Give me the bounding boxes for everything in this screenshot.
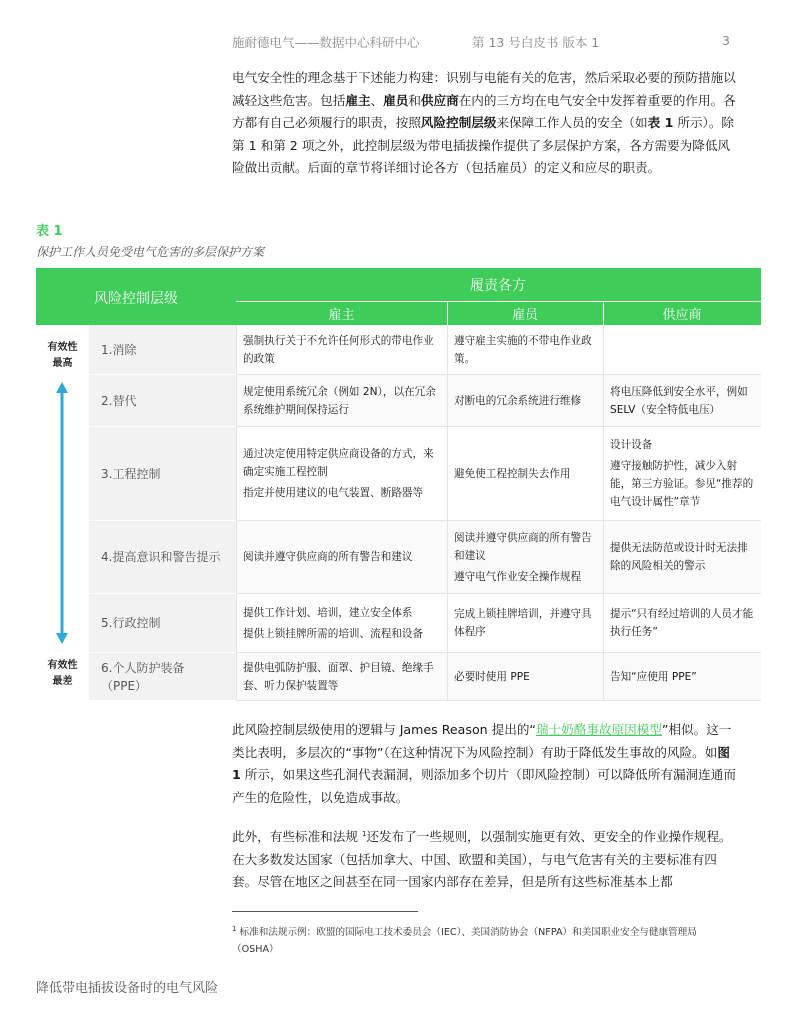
swiss-cheese-link[interactable]: 瑞士奶酪事故原因模型 bbox=[535, 722, 662, 737]
level-cell bbox=[89, 325, 236, 375]
table-label: 表 1 bbox=[36, 224, 63, 239]
effectiveness-arrow-icon bbox=[54, 381, 70, 645]
risk-control-table bbox=[36, 268, 761, 701]
employer-text: 指定并使用建议的电气装置、断路器等 bbox=[243, 487, 424, 499]
supplier-cell bbox=[603, 653, 761, 701]
footer-title: 降低带电插拔设备时的电气风险 bbox=[36, 981, 219, 996]
axis-bottom-label: 有效性 最差 bbox=[47, 660, 78, 687]
employee-cell bbox=[447, 375, 603, 427]
supplier-cell bbox=[603, 325, 761, 375]
supplier-cell bbox=[603, 427, 761, 521]
swiss-cheese-paragraph: 此风险控制层级使用的逻辑与 James Reason 提出的“瑞士奶酪事故原因模型”相似。这一类比表明，多层次的“事物”（在这种情况下为风险控制）有助于降低发生事故的风险。如图 1 所示，如果这些孔洞代表漏洞，则添加多个切片（即风险控制）可以降低所有漏洞连通而产生的危险性，以免造成事故。 bbox=[232, 722, 736, 805]
employee-text: 遵守电气作业安全操作规程 bbox=[454, 570, 582, 583]
employee-cell bbox=[447, 325, 603, 375]
supplier-text: 提示“只有经过培训的人员才能执行任务” bbox=[610, 608, 754, 638]
employer-cell bbox=[236, 375, 447, 427]
supplier-text: 告知“应使用 PPE” bbox=[610, 670, 697, 683]
supplier-text: 提供无法防范或设计时无法排除的风险相关的警示 bbox=[610, 542, 748, 572]
employer-cell bbox=[236, 594, 447, 653]
employer-text: 强制执行关于不允许任何形式的带电作业的政策 bbox=[243, 334, 434, 365]
employer-text: 提供上锁挂牌所需的培训、流程和设备 bbox=[243, 627, 424, 640]
axis-top-label: 有效性 最高 bbox=[47, 342, 78, 369]
employer-text: 提供工作计划、培训，建立安全体系 bbox=[243, 606, 413, 619]
level-label: 1.消除 bbox=[101, 342, 137, 357]
level-label: 4.提高意识和警告提示 bbox=[101, 550, 221, 564]
employee-cell bbox=[447, 594, 603, 653]
employee-cell bbox=[447, 427, 603, 521]
level-cell bbox=[89, 375, 236, 427]
level-cell bbox=[89, 653, 236, 701]
employee-text: 完成上锁挂牌培训，并遵守具体程序 bbox=[454, 608, 592, 638]
level-label: 6.个人防护装备 （PPE） bbox=[101, 660, 185, 693]
standards-paragraph: 此外，有些标准和法规 $^1$还发布了一些规则，以强制实施更有效、更安全的作业操作规程。在大多数发达国家（包括加拿大、中国、欧盟和美国），与电气危害有关的主要标准有四套。尽管在地区之间甚至在同一国家内部存在差异，但是所有这些标准基本上都 bbox=[232, 829, 732, 890]
level-label: 5.行政控制 bbox=[101, 616, 161, 630]
footnote-rule bbox=[232, 911, 418, 912]
header-company: 施耐德电气——数据中心科研中心 bbox=[232, 35, 420, 50]
supplier-cell bbox=[603, 521, 761, 594]
supplier-text: 遵守接触防护性，减少入射能，第三方验证。参见“推荐的电气设计属性”章节 bbox=[610, 460, 754, 508]
employer-text: 阅读并遵守供应商的所有警告和建议 bbox=[243, 551, 413, 563]
level-label: 2.替代 bbox=[101, 393, 137, 408]
employee-text: 对断电的冗余系统进行维修 bbox=[454, 394, 582, 407]
employee-cell bbox=[447, 653, 603, 701]
employer-text: 提供电弧防护服、面罩、护目镜、绝缘手套、听力保护装置等 bbox=[243, 661, 434, 692]
supplier-text: 将电压降低到安全水平，例如 SELV（安全特低电压） bbox=[610, 385, 748, 416]
col-employer: 雇主 bbox=[328, 308, 355, 323]
employer-text: 规定使用系统冗余（例如 2N），以在冗余系统维护期间保持运行 bbox=[243, 385, 436, 416]
level-cell bbox=[89, 521, 236, 594]
col-supplier: 供应商 bbox=[662, 308, 702, 323]
supplier-cell bbox=[603, 594, 761, 653]
employee-text: 遵守雇主实施的不带电作业政策。 bbox=[454, 334, 592, 365]
intro-paragraph: 电气安全性的理念基于下述能力构建：识别与电能有关的危害，然后采取必要的预防措施以减轻这些危害。包括雇主、雇员和供应商在内的三方均在电气安全中发挥着重要的作用。各方都有自己必须履行的职责，按照风险控制层级来保障工作人员的安全（如表 1 所示）。除第 1 和第 2 项之外，此控制层级为带电插拔操作提供了多层保护方案，各方需要为降低风险做出贡献。后面的章节将详细讨论各方（包括雇员）的定义和应尽的职责。 bbox=[232, 70, 736, 175]
level-label: 3.工程控制 bbox=[101, 466, 161, 481]
header-divider bbox=[236, 301, 761, 302]
level-cell bbox=[89, 427, 236, 521]
col-employee: 雇员 bbox=[511, 308, 538, 323]
page-number: 3 bbox=[722, 33, 730, 48]
employer-cell bbox=[236, 427, 447, 521]
col-group: 履责各方 bbox=[470, 278, 526, 294]
employer-cell bbox=[236, 653, 447, 701]
employer-cell bbox=[236, 325, 447, 375]
employer-cell bbox=[236, 521, 447, 594]
col-hierarchy: 风险控制层级 bbox=[94, 291, 178, 307]
employee-text: 避免使工程控制失去作用 bbox=[454, 467, 571, 480]
header-doc-info: 第 13 号白皮书 版本 1 bbox=[472, 35, 600, 50]
supplier-text: 设计设备 bbox=[610, 439, 653, 451]
supplier-cell bbox=[603, 375, 761, 427]
footnote-ref[interactable]: 1 bbox=[361, 830, 367, 838]
level-cell bbox=[89, 594, 236, 653]
employee-cell bbox=[447, 521, 603, 594]
employee-text: 必要时使用 PPE bbox=[454, 670, 530, 683]
table-caption: 保护工作人员免受电气危害的多层保护方案 bbox=[36, 245, 265, 259]
employee-text: 阅读并遵守供应商的所有警告和建议 bbox=[454, 531, 592, 562]
footnote: $^1$ 标准和法规示例：欧盟的国际电工技术委员会（IEC）、美国消防协会（NFPA）和美国职业安全与健康管理局（OSHA） bbox=[232, 925, 697, 956]
employer-text: 通过决定使用特定供应商设备的方式，来确定实施工程控制 bbox=[243, 448, 434, 478]
